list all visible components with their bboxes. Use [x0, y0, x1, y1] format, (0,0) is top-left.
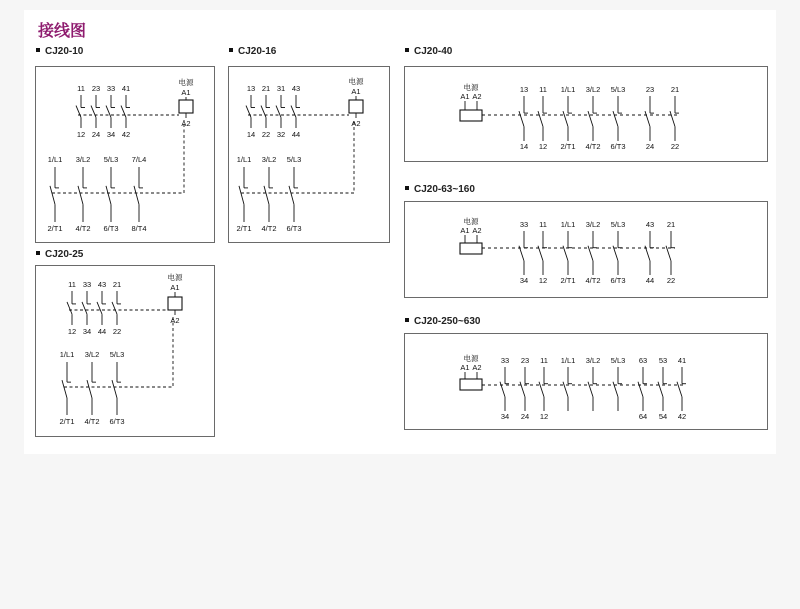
- aux-contact-blade: [276, 106, 281, 118]
- contact-bottom-terminal: 4/T2: [585, 142, 601, 151]
- bullet-square-icon: [36, 48, 40, 52]
- coil-label-text: 电源: [463, 83, 479, 92]
- panel-title-cj20-40: [405, 46, 452, 57]
- main-top-terminal: 1/L1: [236, 155, 252, 164]
- coil-a2-text: A2: [181, 119, 191, 128]
- contact-top-terminal: 3/L2: [585, 220, 601, 229]
- main-bottom-terminal: 2/T1: [47, 224, 63, 233]
- main-bottom-terminal: 8/T4: [131, 224, 147, 233]
- aux-top-terminal: 33: [82, 280, 92, 289]
- aux-bottom-terminal: 24: [91, 130, 101, 139]
- main-contact-blade: [239, 186, 244, 205]
- aux-bottom-terminal: 42: [121, 130, 131, 139]
- bullet-square-icon: [36, 251, 40, 255]
- contact-blade: [670, 111, 675, 127]
- contact-bottom-terminal: 12: [538, 276, 548, 285]
- aux-contact-blade: [261, 106, 266, 118]
- contact-blade: [519, 111, 524, 127]
- main-bottom-terminal: 4/T2: [75, 224, 91, 233]
- contact-bottom-terminal: 44: [645, 276, 655, 285]
- contact-bottom-terminal: 6/T3: [610, 142, 626, 151]
- panel-title-text: CJ20-63~160: [414, 184, 475, 195]
- wiring-diagram: [405, 202, 767, 297]
- contact-blade: [645, 111, 650, 127]
- main-top-terminal: 5/L3: [109, 350, 125, 359]
- main-contact-blade: [112, 380, 117, 398]
- contact-top-terminal: 63: [638, 356, 648, 365]
- main-bottom-terminal: 6/T3: [109, 417, 125, 426]
- coil-a2-text: A2: [472, 363, 482, 372]
- main-contact-blade: [50, 186, 55, 205]
- aux-contact-blade: [97, 302, 102, 314]
- coil-a1-text: A1: [170, 283, 180, 292]
- contact-top-terminal: 23: [520, 356, 530, 365]
- bullet-square-icon: [405, 186, 409, 190]
- main-top-terminal: 3/L2: [261, 155, 277, 164]
- main-top-terminal: 5/L3: [103, 155, 119, 164]
- contact-top-terminal: 11: [540, 356, 548, 365]
- aux-top-terminal: 43: [291, 84, 301, 93]
- wiring-panel-cj20-16: [228, 66, 390, 243]
- coil-box: [460, 243, 482, 254]
- contact-blade: [588, 111, 593, 127]
- aux-top-terminal: 11: [68, 280, 76, 289]
- contact-bottom-terminal: 12: [538, 142, 548, 151]
- main-contact-blade: [62, 380, 67, 398]
- coil-a1-text: A1: [460, 363, 470, 372]
- panel-title-text: CJ20-250~630: [414, 316, 481, 327]
- contact-bottom-terminal: 34: [500, 412, 510, 421]
- coil-label-text: 电源: [167, 273, 183, 282]
- main-top-terminal: 3/L2: [84, 350, 100, 359]
- coil-label-text: 电源: [463, 354, 479, 363]
- wiring-diagram: [405, 67, 767, 161]
- wiring-panel-cj20-250-630: [404, 333, 768, 430]
- contact-top-terminal: 3/L2: [585, 356, 601, 365]
- aux-top-terminal: 21: [112, 280, 122, 289]
- main-top-terminal: 1/L1: [59, 350, 75, 359]
- contact-top-terminal: 1/L1: [560, 356, 576, 365]
- coil-a2-text: A2: [170, 316, 180, 325]
- contact-bottom-terminal: 2/T1: [560, 142, 576, 151]
- contact-top-terminal: 13: [519, 85, 529, 94]
- main-contact-blade: [106, 186, 111, 205]
- aux-top-terminal: 23: [91, 84, 101, 93]
- main-bottom-terminal: 6/T3: [103, 224, 119, 233]
- contact-blade: [520, 382, 525, 397]
- aux-contact-blade: [67, 302, 72, 314]
- panel-title-text: CJ20-10: [45, 46, 84, 57]
- contact-top-terminal: 43: [645, 220, 655, 229]
- coil-label-text: 电源: [463, 217, 479, 226]
- contact-blade: [500, 382, 505, 397]
- contact-top-terminal: 33: [519, 220, 529, 229]
- contact-bottom-terminal: 24: [645, 142, 655, 151]
- contact-top-terminal: 5/L3: [610, 356, 626, 365]
- aux-contact-blade: [112, 302, 117, 314]
- page-title: 接线图: [38, 23, 87, 40]
- aux-top-terminal: 33: [106, 84, 116, 93]
- contact-blade: [613, 111, 618, 127]
- coil-label-text: 电源: [348, 77, 364, 86]
- aux-contact-blade: [76, 106, 81, 118]
- aux-contact-blade: [121, 106, 126, 118]
- main-bottom-terminal: 4/T2: [261, 224, 277, 233]
- coil-a1-text: A1: [460, 92, 470, 101]
- aux-bottom-terminal: 44: [97, 327, 107, 336]
- aux-bottom-terminal: 22: [261, 130, 271, 139]
- contact-top-terminal: 11: [539, 220, 547, 229]
- aux-contact-blade: [91, 106, 96, 118]
- aux-contact-blade: [291, 106, 296, 118]
- coil-label-text: 电源: [178, 78, 194, 87]
- aux-bottom-terminal: 32: [276, 130, 286, 139]
- aux-contact-blade: [82, 302, 87, 314]
- coil-box: [179, 100, 193, 113]
- contact-bottom-terminal: 14: [519, 142, 529, 151]
- coil-a1-text: A1: [460, 226, 470, 235]
- contact-blade: [588, 382, 593, 397]
- contact-blade: [539, 382, 544, 397]
- contact-bottom-terminal: 2/T1: [560, 276, 576, 285]
- aux-top-terminal: 13: [246, 84, 256, 93]
- main-bottom-terminal: 6/T3: [286, 224, 302, 233]
- aux-top-terminal: 21: [261, 84, 271, 93]
- aux-bottom-terminal: 22: [112, 327, 122, 336]
- contact-bottom-terminal: 34: [519, 276, 529, 285]
- wiring-panel-cj20-40: [404, 66, 768, 162]
- contact-bottom-terminal: 22: [670, 142, 680, 151]
- coil-a1-text: A1: [181, 88, 191, 97]
- main-bottom-terminal: 2/T1: [236, 224, 252, 233]
- contact-top-terminal: 3/L2: [585, 85, 601, 94]
- panel-title-cj20-16: [229, 46, 276, 57]
- contact-top-terminal: 33: [500, 356, 510, 365]
- panel-title-text: CJ20-16: [238, 46, 277, 57]
- main-contact-blade: [78, 186, 83, 205]
- main-bottom-terminal: 2/T1: [59, 417, 75, 426]
- wiring-panel-cj20-25: [35, 265, 215, 437]
- coil-a2-text: A2: [472, 92, 482, 101]
- wiring-panel-cj20-10: [35, 66, 215, 243]
- coil-box: [168, 297, 182, 310]
- contact-bottom-terminal: 64: [638, 412, 648, 421]
- contact-blade: [677, 382, 682, 397]
- main-top-terminal: 5/L3: [286, 155, 302, 164]
- coil-box: [349, 100, 363, 113]
- bullet-square-icon: [405, 48, 409, 52]
- contact-top-terminal: 11: [539, 85, 547, 94]
- main-contact-blade: [264, 186, 269, 205]
- coil-a1-text: A1: [351, 87, 361, 96]
- coil-a2-text: A2: [472, 226, 482, 235]
- aux-top-terminal: 31: [276, 84, 286, 93]
- aux-contact-blade: [246, 106, 251, 118]
- contact-blade: [538, 111, 543, 127]
- aux-top-terminal: 41: [121, 84, 131, 93]
- main-bottom-terminal: 4/T2: [84, 417, 100, 426]
- aux-bottom-terminal: 14: [246, 130, 256, 139]
- main-contact-blade: [289, 186, 294, 205]
- wiring-diagram: [36, 266, 214, 436]
- contact-top-terminal: 21: [666, 220, 676, 229]
- panel-title-cj20-10: [36, 46, 83, 57]
- aux-bottom-terminal: 34: [106, 130, 116, 139]
- main-top-terminal: 7/L4: [131, 155, 147, 164]
- contact-blade: [563, 111, 568, 127]
- contact-bottom-terminal: 24: [520, 412, 530, 421]
- contact-top-terminal: 5/L3: [610, 220, 626, 229]
- aux-bottom-terminal: 12: [67, 327, 77, 336]
- panel-title-text: CJ20-25: [45, 249, 84, 260]
- contact-blade: [638, 382, 643, 397]
- main-top-terminal: 3/L2: [75, 155, 91, 164]
- contact-top-terminal: 1/L1: [560, 220, 576, 229]
- main-contact-blade: [87, 380, 92, 398]
- panel-title-text: CJ20-40: [414, 46, 453, 57]
- bullet-square-icon: [229, 48, 233, 52]
- contact-blade: [613, 382, 618, 397]
- wiring-diagram: [36, 67, 214, 242]
- contact-blade: [658, 382, 663, 397]
- bullet-square-icon: [405, 318, 409, 322]
- aux-top-terminal: 11: [77, 84, 85, 93]
- panel-title-cj20-63-160: [405, 184, 475, 195]
- aux-contact-blade: [106, 106, 111, 118]
- aux-top-terminal: 43: [97, 280, 107, 289]
- wiring-diagram: [405, 334, 767, 429]
- aux-bottom-terminal: 34: [82, 327, 92, 336]
- coil-box: [460, 110, 482, 121]
- contact-top-terminal: 41: [677, 356, 687, 365]
- contact-bottom-terminal: 4/T2: [585, 276, 601, 285]
- contact-top-terminal: 21: [670, 85, 680, 94]
- contact-bottom-terminal: 6/T3: [610, 276, 626, 285]
- contact-blade: [563, 382, 568, 397]
- coil-box: [460, 379, 482, 390]
- contact-bottom-terminal: 22: [666, 276, 676, 285]
- panel-title-cj20-250-630: [405, 316, 480, 327]
- contact-top-terminal: 1/L1: [560, 85, 576, 94]
- panel-title-cj20-25: [36, 249, 83, 260]
- contact-top-terminal: 23: [645, 85, 655, 94]
- contact-bottom-terminal: 54: [658, 412, 668, 421]
- contact-top-terminal: 53: [658, 356, 668, 365]
- contact-bottom-terminal: 42: [677, 412, 687, 421]
- coil-a2-text: A2: [351, 119, 361, 128]
- main-top-terminal: 1/L1: [47, 155, 63, 164]
- main-contact-blade: [134, 186, 139, 205]
- wiring-panel-cj20-63-160: [404, 201, 768, 298]
- aux-bottom-terminal: 12: [76, 130, 86, 139]
- contact-top-terminal: 5/L3: [610, 85, 626, 94]
- aux-bottom-terminal: 44: [291, 130, 301, 139]
- contact-bottom-terminal: 12: [539, 412, 549, 421]
- wiring-diagram: [229, 67, 389, 242]
